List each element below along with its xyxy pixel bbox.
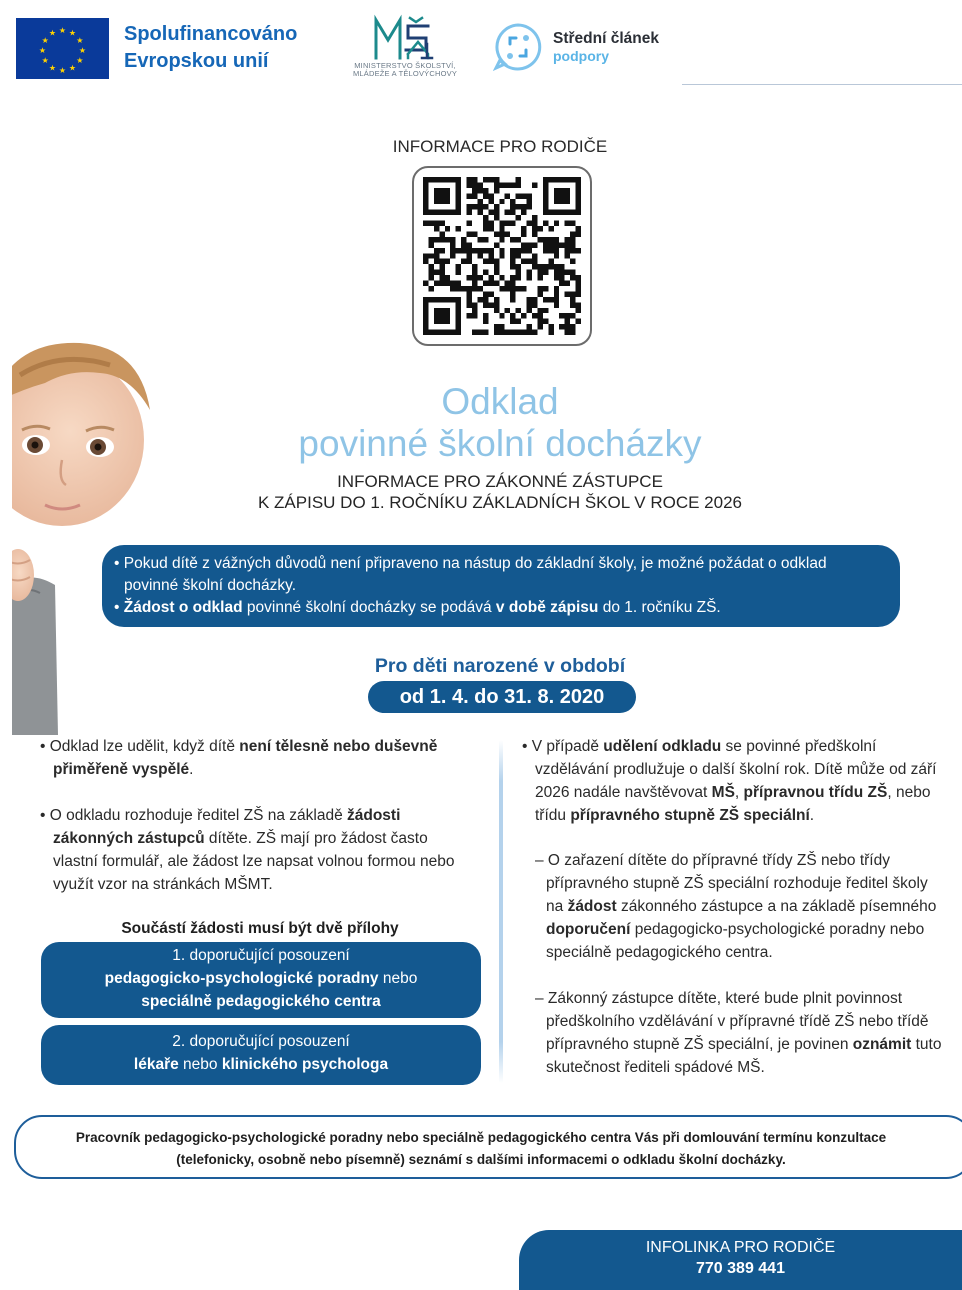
attachments-title: Součástí žádosti musí být dvě přílohy: [121, 920, 399, 937]
right-p1-line4: třídu přípravného stupně ZŠ speciální.: [535, 807, 815, 824]
svg-text:★: ★: [58, 26, 67, 35]
attachment-2-box: [41, 1025, 481, 1085]
right-d2-line3: přípravného stupně ZŠ speciální, je povinen oznámit tuto: [546, 1036, 942, 1053]
scp-title: Střední článek: [553, 30, 659, 47]
period-range: od 1. 4. do 31. 8. 2020: [368, 681, 636, 713]
right-p1-line1: • V případě udělení odkladu se povinné předškolní: [522, 738, 877, 755]
scp-subtitle: podpory: [553, 48, 609, 64]
qr-code[interactable]: [412, 166, 592, 346]
qr-label: INFORMACE PRO RODIČE: [392, 137, 608, 156]
svg-text:★: ★: [68, 28, 77, 38]
consultation-note-box: [14, 1115, 962, 1179]
intro-box: [102, 545, 900, 627]
svg-text:★: ★: [48, 28, 57, 38]
attachment-1-line2: pedagogicko-psychologické poradny nebo: [104, 970, 418, 987]
intro-bullet-1: • Pokud dítě z vážných důvodů není připraveno na nástup do základní školy, je možné požádat o odklad: [114, 555, 827, 572]
consultation-note-line2: (telefonicky, osobně nebo písemně) seznámí s dalšími informacemi o odkladu školní docházky.: [176, 1152, 786, 1167]
infoline-label: INFOLINKA PRO RODIČE: [645, 1239, 836, 1256]
left-p2-line2: zákonných zástupců dítěte. ZŠ mají pro žádost často: [53, 830, 428, 847]
period-label: Pro děti narozené v období: [374, 655, 626, 677]
svg-text:★: ★: [41, 36, 49, 45]
intro-bullet-2: • Žádost o odklad povinné školní docházky se podává v době zápisu do 1. ročníku ZŠ.: [114, 599, 721, 616]
qr-code-icon: [423, 177, 581, 335]
msmt-logo: [338, 14, 472, 84]
right-d2-line1: – Zákonný zástupce dítěte, které bude plnit povinnost: [535, 990, 903, 1007]
attachment-1-line3: speciálně pedagogického centra: [141, 993, 381, 1010]
subtitle-line1: INFORMACE PRO ZÁKONNÉ ZÁSTUPCE: [337, 472, 663, 491]
infoline-box: [519, 1230, 962, 1290]
subtitle-line2: K ZÁPISU DO 1. ROČNÍKU ZÁKLADNÍCH ŠKOL V ROCE 2026: [257, 493, 742, 512]
right-d1-line4: doporučení pedagogicko-psychologické poradny nebo: [546, 921, 925, 938]
left-p2-line4: využít vzor na stránkách MŠMT.: [53, 876, 273, 893]
left-p2-line3: vlastní formulář, ale žádost lze napsat volnou formou nebo: [53, 853, 455, 870]
svg-text:★: ★: [68, 63, 77, 73]
svg-text:★: ★: [58, 66, 67, 75]
left-p1-line1: • Odklad lze udělit, když dítě není tělesně nebo duševně: [40, 738, 438, 755]
intro-bullet-1-cont: povinné školní docházky.: [124, 577, 297, 594]
svg-text:★: ★: [76, 56, 84, 65]
msmt-monogram-icon: [370, 14, 440, 62]
main-title-line2: povinné školní docházky: [298, 423, 702, 464]
attachment-1-line1: 1. doporučující posouzení: [172, 947, 350, 964]
svg-text:★: ★: [76, 36, 84, 45]
svg-text:★: ★: [41, 56, 49, 65]
header-divider: [682, 84, 962, 85]
right-d1-line1: – O zařazení dítěte do přípravné třídy ZŠ nebo třídy: [535, 852, 890, 869]
left-p2-line1: • O odkladu rozhoduje ředitel ZŠ na základě žádosti: [40, 807, 401, 824]
msmt-caption-line2: MLÁDEŽE A TĚLOVÝCHOVY: [352, 69, 458, 78]
attachment-1-box: [41, 942, 481, 1018]
msmt-caption-line1: MINISTERSTVO ŠKOLSTVÍ,: [354, 61, 456, 70]
right-d1-line2: přípravného stupně ZŠ speciální rozhoduje ředitel školy: [546, 875, 928, 892]
consultation-note-line1: Pracovník pedagogicko-psychologické poradny nebo speciálně pedagogického centra Vás při domlouvání termínu konzultace: [75, 1130, 887, 1145]
eu-cofinanced-text: Spolufinancováno Evropskou unií: [124, 23, 298, 72]
right-d1-line5: speciálně pedagogického centra.: [546, 944, 773, 961]
eu-flag-logo: [16, 18, 109, 79]
column-divider: [499, 740, 503, 1083]
attachment-2-line1: 2. doporučující posouzení: [172, 1033, 350, 1050]
svg-text:★: ★: [48, 63, 57, 73]
right-d1-line3: na žádost zákonného zástupce a na základě písemného: [546, 898, 937, 915]
right-d2-line2: předškolního vzdělávání v přípravné třídě ZŠ nebo třídě: [546, 1013, 929, 1030]
eu-stars-icon: [16, 18, 109, 79]
right-d2-line4: skutečnost řediteli spádové MŠ.: [546, 1059, 765, 1076]
right-p1-line2: vzdělávání prodlužuje o další školní rok. Dítě může od září: [535, 761, 937, 778]
infoline-phone[interactable]: 770 389 441: [696, 1260, 785, 1277]
svg-text:★: ★: [38, 46, 47, 55]
right-p1-line3: 2026 nadále navštěvovat MŠ, přípravnou třídu ZŠ, nebo: [535, 784, 931, 801]
svg-text:★: ★: [78, 46, 87, 55]
main-title-line1: Odklad: [441, 381, 559, 422]
scp-logo-icon: [493, 22, 543, 77]
left-p1-line2: přiměřeně vyspělé.: [53, 761, 194, 778]
attachment-2-line2: lékaře nebo klinického psychologa: [133, 1056, 389, 1073]
